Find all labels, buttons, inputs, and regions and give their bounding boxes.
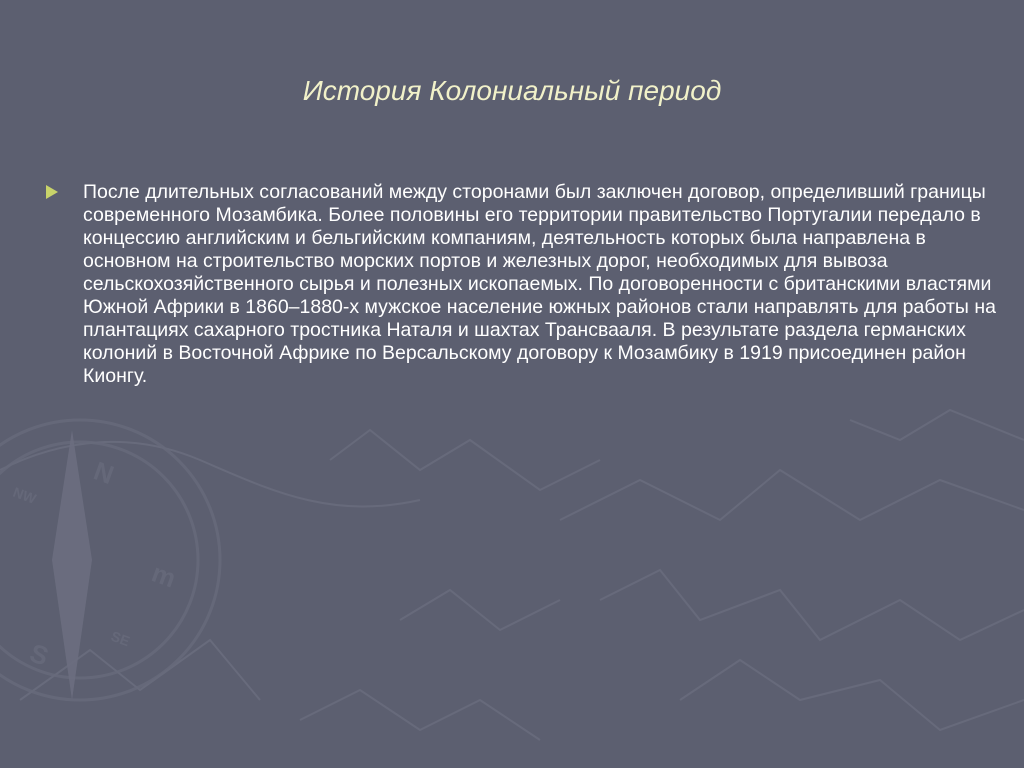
svg-text:S: S bbox=[25, 637, 53, 672]
triangle-right-icon bbox=[46, 185, 58, 199]
svg-text:NW: NW bbox=[10, 483, 39, 507]
svg-text:N: N bbox=[89, 455, 118, 491]
list-item bbox=[46, 181, 996, 388]
svg-text:m: m bbox=[147, 557, 180, 594]
svg-text:SE: SE bbox=[108, 627, 133, 650]
bullet-text: После длительных согласований между сторонами был заключен договор, определивший границы современного Мозамбика. Более половины его территории правительство Португалии передало в концессию английским и бельгийским компаниям, деятельность которых была направлена в основном на строительство морских портов и железных дорог, необходимых для вывоза сельскохозяйственного сырья и полезных ископаемых. По договоренности с британскими властями Южной Африки в 1860–1880-х мужское население южных районов стали направлять для работы на плантациях сахарного тростника Наталя и шахтах Трансвааля. В результате раздела германских колоний в Восточной Африке по Версальскому договору к Мозамбику в 1919 присоединен район Кионгу. bbox=[83, 181, 996, 387]
bullet-list bbox=[46, 181, 996, 388]
slide-title: История Колониальный период bbox=[302, 75, 722, 106]
